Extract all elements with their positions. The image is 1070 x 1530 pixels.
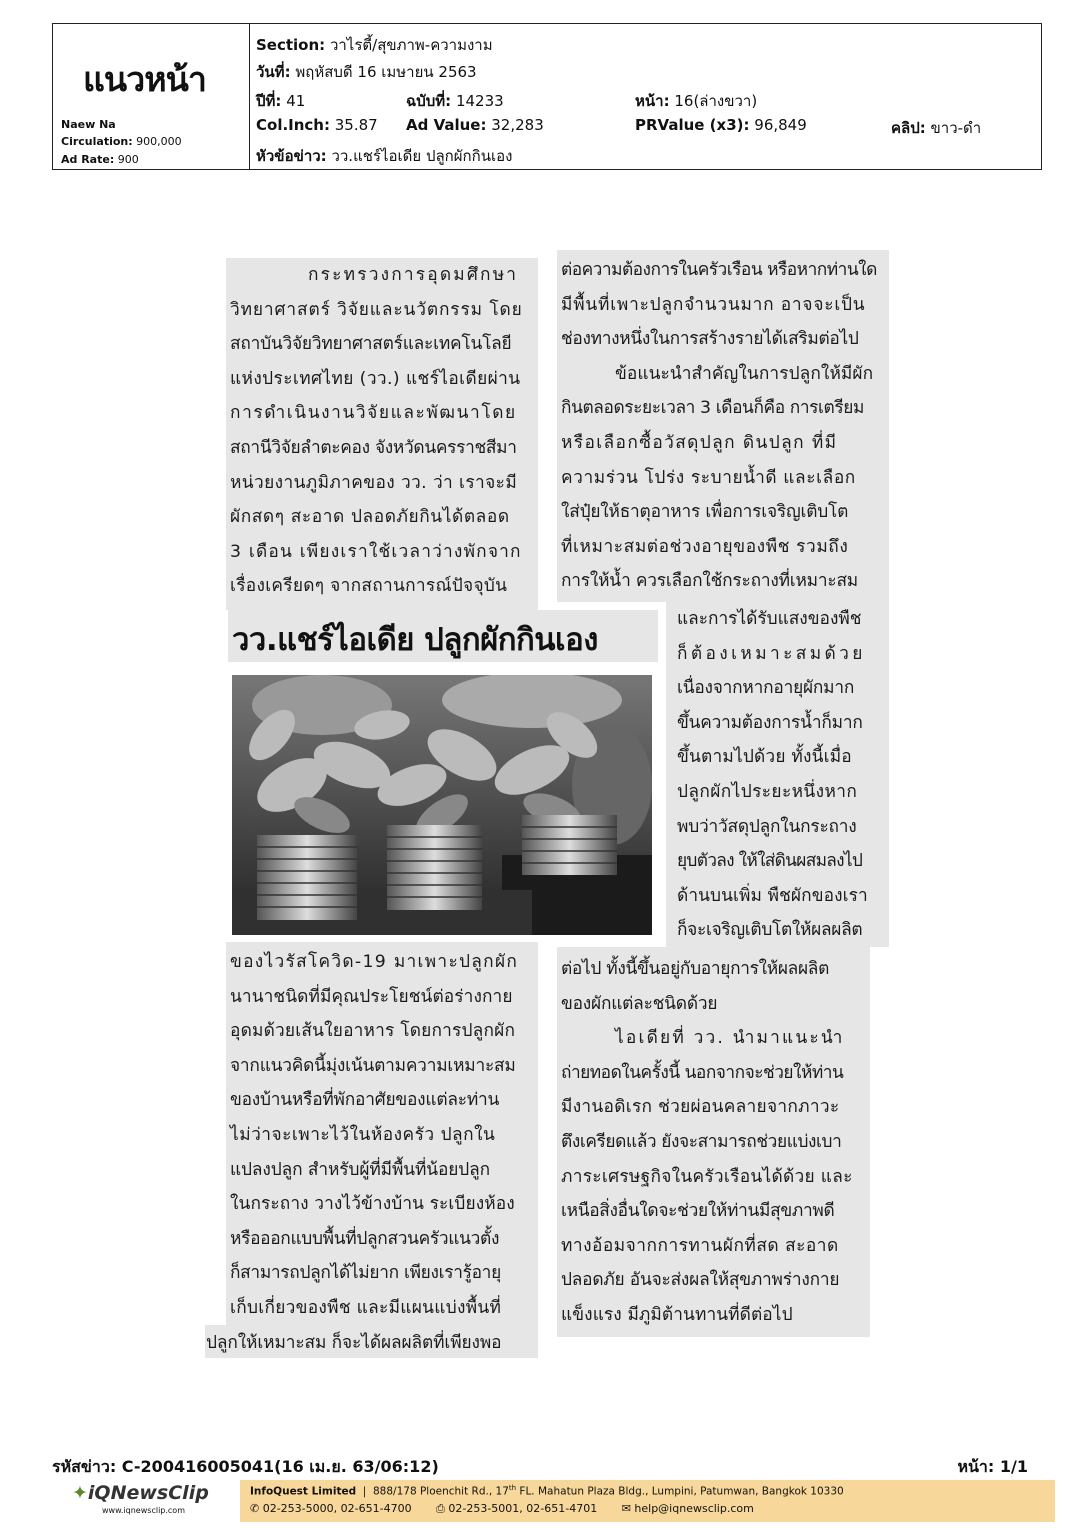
column-2-top: ต่อความต้องการในครัวเรือน หรือหากท่านใด มีพื้นที่เพาะปลูกจำนวนมาก อาจจะเป็น ช่องทางหนึ่งในการสร้างรายได้เสริมต่อไป ข้อแนะนำสำคัญในการปลูกให้มีผัก กินตลอดระยะเวลา 3 เดือนก็คือ การเตรียม หรือเลือกซื้อวัสดุปลูก ดินปลูก ที่มี ความร่วน โปร่ง ระบายน้ำดี และเลือก ใส่ปุ๋ยให้ธาตุอาหาร เพื่อการเจริญเติบโต ที่เหมาะสมต่อช่วงอายุของพืช รวมถึง การให้น้ำ ควรเลือกใช้กระถางที่เหมาะสม bbox=[561, 260, 877, 592]
footer-address: InfoQuest Limited | 888/178 Ploenchit Rd., 17th FL. Mahatun Plaza Bldg., Lumpini, Patumwan, Bangkok 10330 bbox=[250, 1484, 844, 1498]
vegetable-pots-photo bbox=[232, 675, 652, 935]
article-headline: วว.แชร์ไอเดีย ปลูกผักกินเอง bbox=[228, 610, 658, 662]
clipping-header bbox=[52, 23, 1042, 170]
publication-panel bbox=[53, 24, 250, 169]
colinch-field: Col.Inch: 35.87 bbox=[256, 116, 378, 134]
page-field: หน้า: 16(ล่างขวา) bbox=[635, 92, 758, 110]
ad-rate: Ad Rate: 900 bbox=[61, 153, 139, 166]
footer-website: www.iqnewsclip.com bbox=[102, 1506, 185, 1515]
footer-contacts: ✆ 02-253-5000, 02-651-4700 ⎙ 02-253-5001, 02-651-4701 ✉ help@iqnewsclip.com bbox=[250, 1502, 754, 1515]
publication-name: Naew Na bbox=[61, 118, 116, 131]
issue-field: ฉบับที่: 14233 bbox=[406, 92, 504, 110]
logo-mark-icon: ✦ bbox=[72, 1482, 88, 1504]
column-2-bottom: ต่อไป ทั้งนี้ขึ้นอยู่กับอายุการให้ผลผลิต ของผักแต่ละชนิดด้วย ไอเดียที่ วว. นำมาแนะนำ ถ่ายทอดในครั้งนี้ นอกจากจะช่วยให้ท่าน มีงานอดิเรก ช่วยผ่อนคลายจากภาวะ ตึงเครียดแล้ว ยังจะสามารถช่วยแบ่งเบา ภาระเศรษฐกิจในครัวเรือนได้ด้วย และ เหนือสิ่งอื่นใดจะช่วยให้ท่านมีสุขภาพดี ทางอ้อมจากการทานผักที่สด สะอาด ปลอดภัย อันจะส่งผลให้สุขภาพร่างกาย แข็งแรง มีภูมิต้านทานที่ดีต่อไป bbox=[561, 959, 853, 1325]
fax-icon: ⎙ bbox=[436, 1502, 445, 1515]
page-number: หน้า: 1/1 bbox=[957, 1457, 1028, 1476]
email-icon: ✉ bbox=[621, 1502, 631, 1515]
column-1-top: กระทรวงการอุดมศึกษา วิทยาศาสตร์ วิจัยและนวัตกรรม โดย สถาบันวิจัยวิทยาศาสตร์และเทคโนโลยี แห่งประเทศไทย (วว.) แชร์ไอเดียผ่าน การดำเนินงานวิจัยและพัฒนาโดย สถานีวิจัยลำตะคอง จังหวัดนครราชสีมา หน่วยงานภูมิภาคของ วว. ว่า เราจะมี ผักสดๆ สะอาด ปลอดภัยกินได้ตลอด 3 เดือน เพียงเราใช้เวลาว่างพักจาก เรื่องเครียดๆ จากสถานการณ์ปัจจุบัน bbox=[230, 265, 523, 597]
section-field: Section: วาไรตี้/สุขภาพ-ความงาม bbox=[256, 36, 493, 54]
year-field: ปีที่: 41 bbox=[256, 92, 306, 110]
iqnewsclip-logo: ✦iQNewsClip bbox=[72, 1482, 209, 1504]
circulation: Circulation: 900,000 bbox=[61, 135, 182, 148]
advalue-field: Ad Value: 32,283 bbox=[406, 116, 544, 134]
date-field: วันที่: พฤหัสบดี 16 เมษายน 2563 bbox=[256, 63, 477, 81]
headline-field: หัวข้อข่าว: วว.แชร์ไอเดีย ปลูกผักกินเอง bbox=[256, 147, 513, 165]
prvalue-field: PRValue (x3): 96,849 bbox=[635, 116, 807, 134]
vegetable-pots-image bbox=[232, 675, 652, 935]
newspaper-logo: แนวหน้า bbox=[83, 60, 206, 100]
phone-icon: ✆ bbox=[250, 1502, 260, 1515]
column-1-bottom: ของไวรัสโควิด-19 มาเพาะปลูกผัก นานาชนิดที่มีคุณประโยชน์ต่อร่างกาย อุดมด้วยเส้นใยอาหาร โดยการปลูกผัก จากแนวคิดนี้มุ่งเน้นตามความเหมาะสม ของบ้านหรือที่พักอาศัยของแต่ละท่าน ไม่ว่าจะเพาะไว้ในห้องครัว ปลูกใน แปลงปลูก สำหรับผู้ที่มีพื้นที่น้อยปลูก ในกระถาง วางไว้ข้างบ้าน ระเบียงห้อง หรือออกแบบพื้นที่ปลูกสวนครัวแนวตั้ง ก็สามารถปลูกได้ไม่ยาก เพียงเรารู้อายุ เก็บเกี่ยวของพืช และมีแผนแบ่งพื้นที่ ปลูกให้เหมาะสม ก็จะได้ผลผลิตที่เพียงพอ bbox=[206, 952, 519, 1353]
clip-field: คลิป: ขาว-ดำ bbox=[891, 119, 982, 137]
news-code: รหัสข่าว: C-200416005041(16 เม.ย. 63/06:12) bbox=[52, 1457, 439, 1476]
column-2-middle: และการได้รับแสงของพืช ก็ต้องเหมาะสมด้วย เนื่องจากหากอายุผักมาก ขึ้นความต้องการน้ำก็มาก ขึ้นตามไปด้วย ทั้งนี้เมื่อ ปลูกผักไประยะหนึ่งหาก พบว่าวัสดุปลูกในกระถาง ยุบตัวลง ให้ใส่ดินผสมลงไป ด้านบนเพิ่ม พืชผักของเรา ก็จะเจริญเติบโตให้ผลผลิต bbox=[677, 609, 868, 941]
